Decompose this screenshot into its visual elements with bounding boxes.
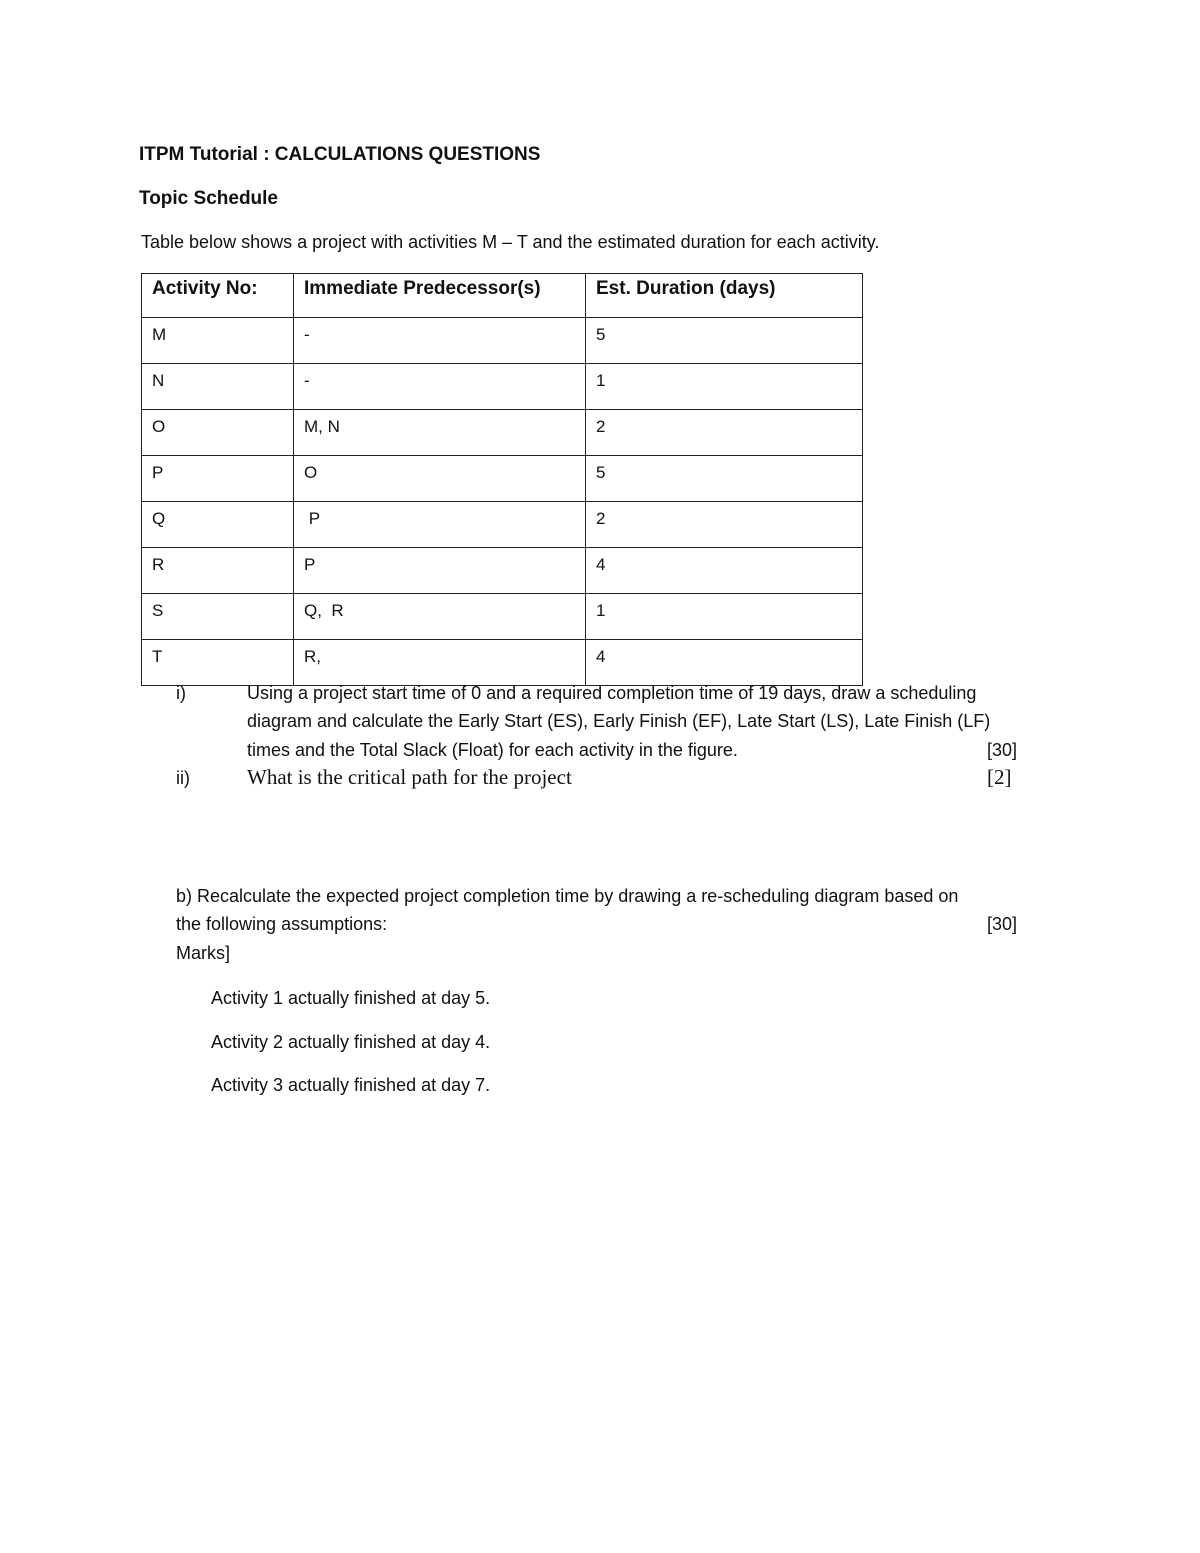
table-row [142, 318, 863, 364]
header-predecessor: Immediate Predecessor(s) [294, 274, 586, 318]
duration-cell: 4 [586, 640, 863, 686]
predecessor-cell: M, N [294, 410, 586, 456]
activity-cell: O [142, 410, 294, 456]
duration-cell: 5 [586, 456, 863, 502]
predecessor-cell: R, [294, 640, 586, 686]
question-b-line3: Marks] [176, 943, 230, 963]
topic-heading: Topic Schedule [139, 188, 279, 209]
duration-cell: 2 [586, 410, 863, 456]
question-i-line1: Using a project start time of 0 and a required completion time of 19 days, draw a scheduling [247, 683, 977, 703]
activity-cell: N [142, 364, 294, 410]
question-ii-number: ii) [176, 768, 190, 788]
assumption-item: Activity 3 actually finished at day 7. [211, 1075, 491, 1095]
intro-text: Table below shows a project with activities M – T and the estimated duration for each activity. [141, 232, 880, 252]
question-ii-marks: [2] [987, 765, 1012, 789]
assumption-item: Activity 1 actually finished at day 5. [211, 988, 491, 1008]
page-title: ITPM Tutorial : CALCULATIONS QUESTIONS [139, 144, 541, 165]
duration-cell: 1 [586, 364, 863, 410]
table-row [142, 548, 863, 594]
predecessor-cell: Q, R [294, 594, 586, 640]
activity-cell: S [142, 594, 294, 640]
duration-cell: 4 [586, 548, 863, 594]
predecessor-cell: - [294, 318, 586, 364]
question-b-line2: the following assumptions: [176, 914, 388, 934]
question-b-marks: [30] [987, 914, 1018, 934]
schedule-table [141, 273, 863, 686]
activity-cell: Q [142, 502, 294, 548]
table-row [142, 640, 863, 686]
question-i-number: i) [176, 683, 186, 703]
table-row [142, 364, 863, 410]
question-i-marks: [30] [987, 740, 1018, 760]
question-i-line3: times and the Total Slack (Float) for each activity in the figure. [247, 740, 738, 760]
table-row [142, 456, 863, 502]
table-header-row [142, 274, 863, 318]
duration-cell: 1 [586, 594, 863, 640]
question-b-line1: b) Recalculate the expected project completion time by drawing a re-scheduling diagram based on [176, 886, 959, 906]
duration-cell: 5 [586, 318, 863, 364]
predecessor-cell: P [294, 548, 586, 594]
table-row [142, 594, 863, 640]
predecessor-cell: P [294, 502, 586, 548]
activity-cell: M [142, 318, 294, 364]
question-ii-text: What is the critical path for the project [247, 765, 572, 789]
header-activity: Activity No: [142, 274, 294, 318]
table-row [142, 502, 863, 548]
assumption-item: Activity 2 actually finished at day 4. [211, 1032, 491, 1052]
table-row [142, 410, 863, 456]
activity-cell: P [142, 456, 294, 502]
question-i-line2: diagram and calculate the Early Start (ES), Early Finish (EF), Late Start (LS), Late Finish (LF) [247, 711, 991, 731]
duration-cell: 2 [586, 502, 863, 548]
predecessor-cell: - [294, 364, 586, 410]
predecessor-cell: O [294, 456, 586, 502]
activity-cell: R [142, 548, 294, 594]
activity-cell: T [142, 640, 294, 686]
header-duration: Est. Duration (days) [586, 274, 863, 318]
